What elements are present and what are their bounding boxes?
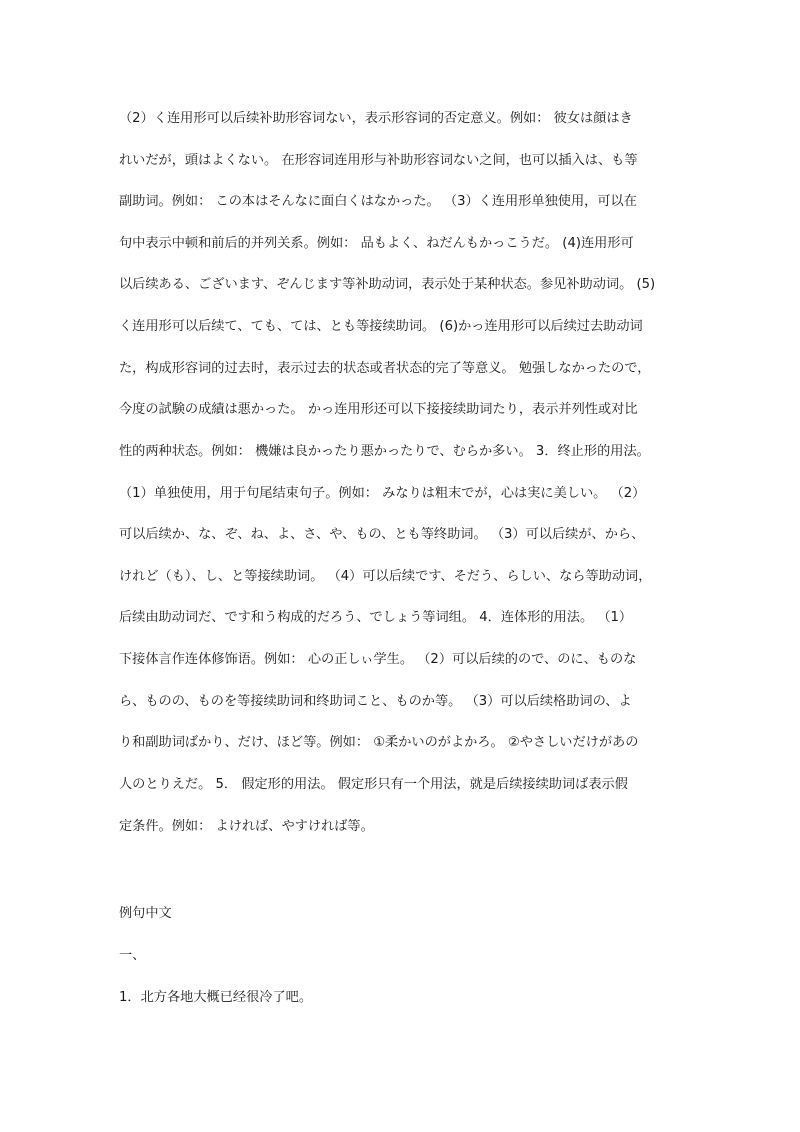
- paragraph-line-3: 副助词。例如： この本はそんなに面白くはなかった。 （3）く连用形单独使用，可以在: [119, 194, 637, 209]
- paragraph-line-1: （2）く连用形可以后续补助形容词ない，表示形容词的否定意义。例如： 彼女は顔はき: [119, 111, 633, 126]
- section-title: 例句中文: [119, 906, 172, 921]
- paragraph-line-8: 今度の試験の成績は悪かった。 かっ连用形还可以下接接续助词たり，表示并列性或对比: [119, 402, 638, 417]
- paragraph-line-15: ら、ものの、ものを等接续助词和终助词こと、ものか等。 （3）可以后续格助词の、よ: [119, 694, 632, 709]
- paragraph-line-10: （1）单独使用，用于句尾结束句子。例如： みなりは粗末でが，心は実に美しい。 （2）: [119, 486, 646, 501]
- subsection-title: 一、: [119, 948, 146, 963]
- paragraph-line-2: れいだが，頭はよくない。 在形容词连用形与补助形容词ない之间，也可以插入は、も等: [119, 153, 638, 168]
- paragraph-line-6: く连用形可以后续て、ても、ては、とも等接续助词。 (6)かっ连用形可以后续过去助动词: [119, 319, 643, 334]
- paragraph-line-12: けれど（も）、し、と等接续助词。 （4）可以后续です、そだう、らしい、なら等助动词，: [119, 569, 652, 584]
- paragraph-line-5: 以后续ある、ございます、ぞんじます等补助动词，表示处于某种状态。参见补助动词。 (5): [119, 277, 656, 292]
- example-sentence-1: 1．北方各地大概已经很冷了吧。: [119, 990, 313, 1005]
- paragraph-line-16: り和副助词ばかり、だけ、ほど等。例如： ①柔かいのがよかろ。 ②やさしいだけがあの: [119, 735, 639, 750]
- paragraph-line-7: た，构成形容词的过去时，表示过去的状态或者状态的完了等意义。 勉强しなかったので，: [119, 361, 651, 376]
- paragraph-line-9: 性的两种状态。例如： 機嫌は良かったり悪かったりで、むらか多い。 3．终止形的用法。: [119, 444, 650, 459]
- paragraph-line-11: 可以后续か、な、ぞ、ね、よ、さ、や、もの、とも等终助词。 （3）可以后续が、から、: [119, 527, 645, 542]
- paragraph-line-18: 定条件。例如： よければ、やすければ等。: [119, 819, 374, 834]
- paragraph-line-4: 句中表示中顿和前后的并列关系。例如： 品もよく、ねだんもかっこうだ。 (4)连用形可: [119, 236, 634, 251]
- paragraph-line-14: 下接体言作连体修饰语。例如： 心の正しぃ学生。 （2）可以后续的ので、のに、ものな: [119, 652, 637, 667]
- paragraph-line-13: 后续由助动词だ、です和う构成的だろう、でしょう等词组。 4．连体形的用法。 （1）: [119, 610, 633, 625]
- paragraph-line-17: 人のとりえだ。 5． 假定形的用法。 假定形只有一个用法，就是后续接续助词ば表示假: [119, 777, 628, 792]
